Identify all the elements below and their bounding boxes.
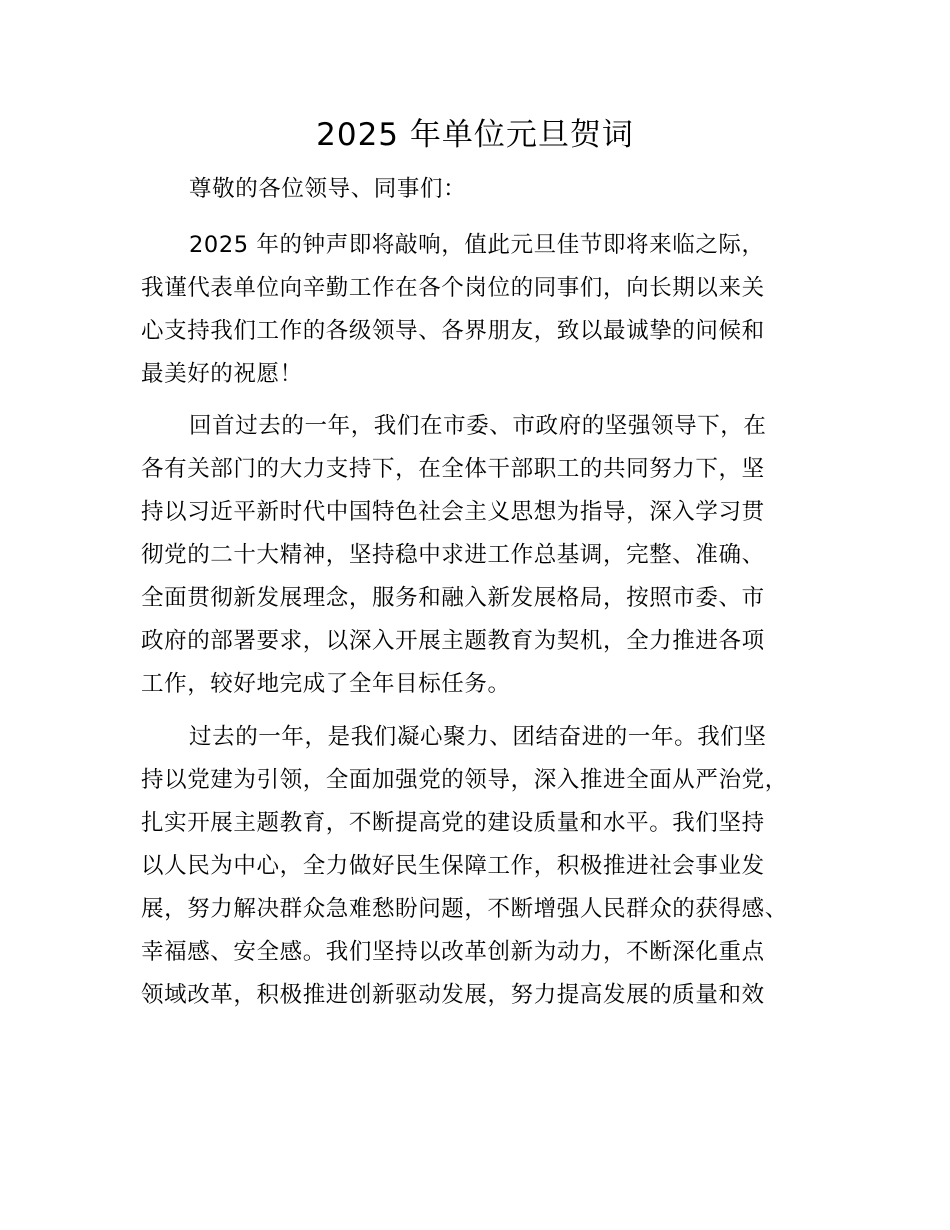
paragraph-line: 以人民为中心，全力做好民生保障工作，积极推进社会事业发	[141, 853, 765, 879]
paragraph-line: 各有关部门的大力支持下，在全体干部职工的共同努力下，坚	[141, 456, 765, 482]
paragraph-line: 彻党的二十大精神，坚持稳中求进工作总基调，完整、准确、	[141, 542, 765, 568]
paragraph-line: 2025 年的钟声即将敲响，值此元旦佳节即将来临之际，	[189, 232, 765, 258]
paragraph-line: 我谨代表单位向辛勤工作在各个岗位的同事们，向长期以来关	[141, 275, 765, 301]
paragraph-line: 幸福感、安全感。我们坚持以改革创新为动力，不断深化重点	[141, 939, 765, 965]
paragraph-3	[141, 716, 841, 1017]
salutation-block	[141, 168, 841, 211]
paragraph-1	[141, 224, 841, 396]
paragraph-line: 政府的部署要求，以深入开展主题教育为契机，全力推进各项	[141, 628, 765, 654]
paragraph-line: 领域改革，积极推进创新驱动发展，努力提高发展的质量和效	[141, 982, 765, 1008]
salutation: 尊敬的各位领导、同事们：	[189, 176, 467, 202]
paragraph-line: 展，努力解决群众急难愁盼问题，不断增强人民群众的获得感、	[141, 896, 788, 922]
paragraph-line: 过去的一年，是我们凝心聚力、团结奋进的一年。我们坚	[189, 724, 767, 750]
paragraph-line: 持以党建为引领，全面加强党的领导，深入推进全面从严治党，	[141, 767, 788, 793]
paragraph-line: 持以习近平新时代中国特色社会主义思想为指导，深入学习贯	[141, 499, 765, 525]
paragraph-2	[141, 405, 841, 706]
paragraph-line: 扎实开展主题教育，不断提高党的建设质量和水平。我们坚持	[141, 810, 765, 836]
paragraph-line: 全面贯彻新发展理念，服务和融入新发展格局，按照市委、市	[141, 585, 765, 611]
paragraph-line: 最美好的祝愿！	[141, 361, 303, 387]
document-title: 2025 年单位元旦贺词	[316, 117, 634, 153]
paragraph-line: 回首过去的一年，我们在市委、市政府的坚强领导下，在	[189, 413, 767, 439]
paragraph-line: 工作，较好地完成了全年目标任务。	[141, 671, 511, 697]
paragraph-line: 心支持我们工作的各级领导、各界朋友，致以最诚挚的问候和	[141, 318, 765, 344]
